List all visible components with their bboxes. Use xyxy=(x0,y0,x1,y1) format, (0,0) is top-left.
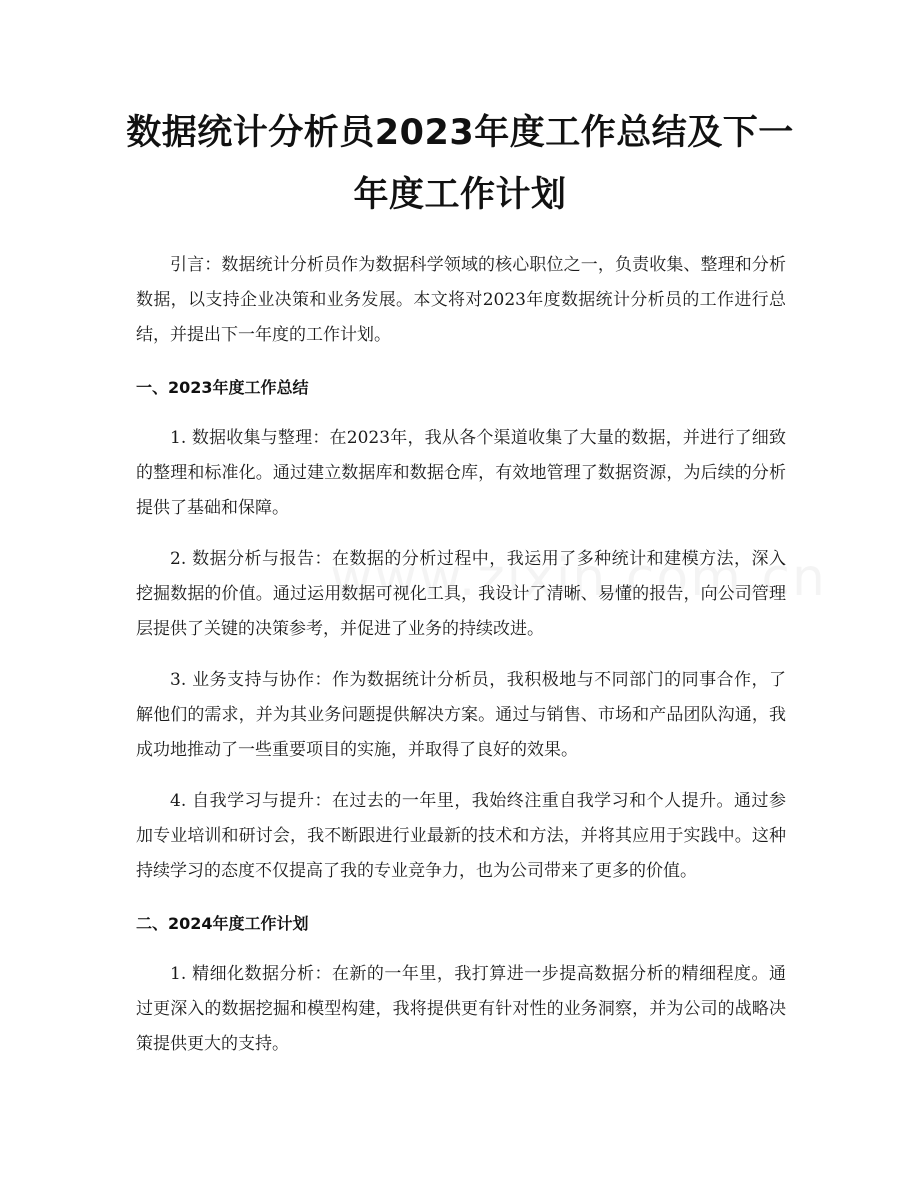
intro-paragraph: 引言：数据统计分析员作为数据科学领域的核心职位之一，负责收集、整理和分析数据，以支持企业决策和业务发展。本文将对2023年度数据统计分析员的工作进行总结，并提出下一年度的工作计划。 xyxy=(136,255,786,345)
summary-item-2: 2. 数据分析与报告：在数据的分析过程中，我运用了多种统计和建模方法，深入挖掘数据的价值。通过运用数据可视化工具，我设计了清晰、易懂的报告，向公司管理层提供了关键的决策参考，并促进了业务的持续改进。 xyxy=(136,549,786,639)
section-heading-plan: 二、2024年度工作计划 xyxy=(136,914,309,933)
plan-item-1: 1. 精细化数据分析：在新的一年里，我打算进一步提高数据分析的精细程度。通过更深入的数据挖掘和模型构建，我将提供更有针对性的业务洞察，并为公司的战略决策提供更大的支持。 xyxy=(136,964,786,1054)
document-body xyxy=(136,248,786,1078)
summary-item-4: 4. 自我学习与提升：在过去的一年里，我始终注重自我学习和个人提升。通过参加专业培训和研讨会，我不断跟进行业最新的技术和方法，并将其应用于实践中。这种持续学习的态度不仅提高了我的专业竞争力，也为公司带来了更多的价值。 xyxy=(136,791,786,881)
summary-item-1: 1. 数据收集与整理：在2023年，我从各个渠道收集了大量的数据，并进行了细致的整理和标准化。通过建立数据库和数据仓库，有效地管理了数据资源，为后续的分析提供了基础和保障。 xyxy=(136,428,786,518)
document-title: 数据统计分析员2023年度工作总结及下一年度工作计划 xyxy=(126,113,794,215)
summary-item-3: 3. 业务支持与协作：作为数据统计分析员，我积极地与不同部门的同事合作，了解他们的需求，并为其业务问题提供解决方案。通过与销售、市场和产品团队沟通，我成功地推动了一些重要项目的实施，并取得了良好的效果。 xyxy=(136,670,786,760)
section-heading-summary: 一、2023年度工作总结 xyxy=(136,378,309,397)
